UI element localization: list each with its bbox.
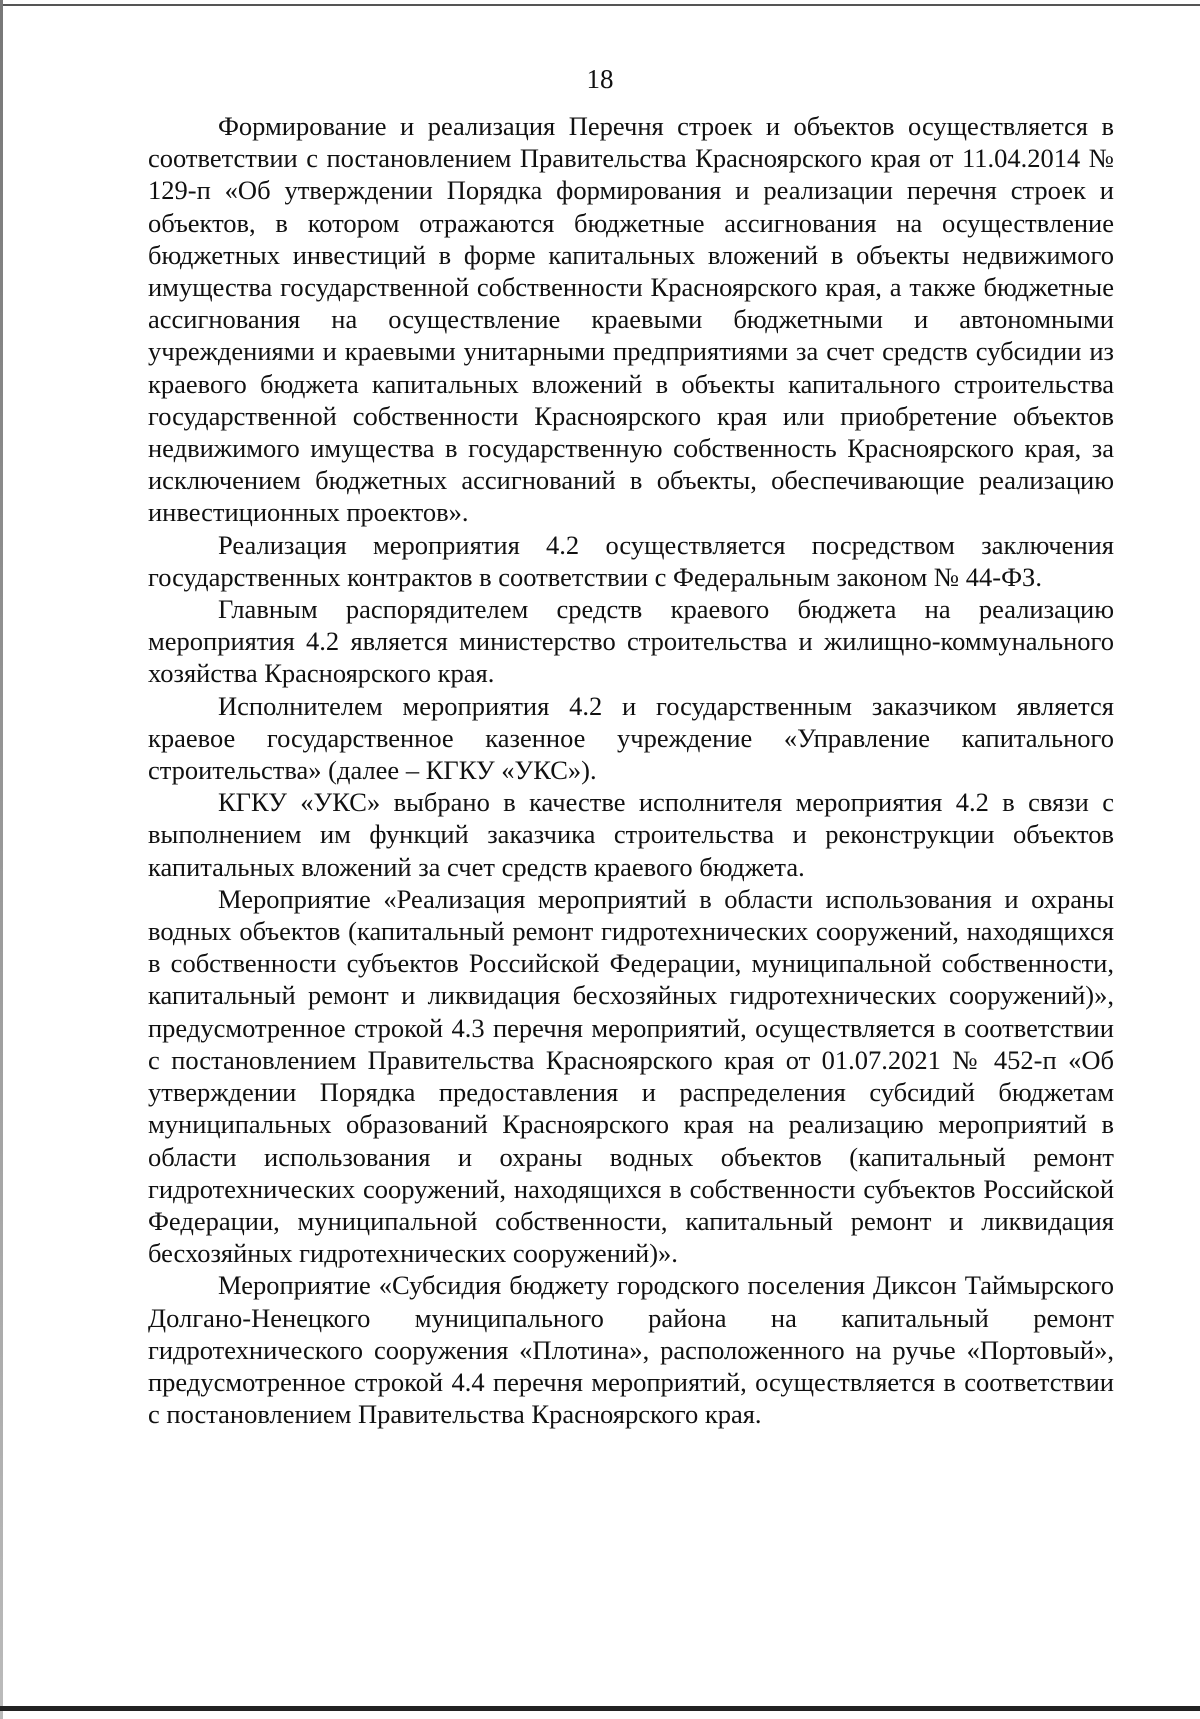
scan-edge-top — [0, 4, 1200, 6]
paragraph-list-formation: Формирование и реализация Перечня строек и объектов осуществляется в соответствии с постановлением Правительства Красноярского края от 11.04.2014 № 129-п «Об утверждении Порядка формирования и реализации перечня строек и объектов, в котором отражаются бюджетные ассигнования на осуществление бюджетных инвестиций в форме капитальных вложений в объекты недвижимого имущества государственной собственности Красноярского края, а также бюджетные ассигнования на осуществление краевыми бюджетными и автономными учреждениями и краевыми унитарными предприятиями за счет средств субсидии из краевого бюджета капитальных вложений в объекты капитального строительства государственной собственности Красноярского края или приобретение объектов недвижимого имущества в государственную собственность Красноярского края, за исключением бюджетных ассигнований в объекты, обеспечивающие реализацию инвестиционных проектов». — [148, 111, 1114, 528]
paragraph-event-4-2-contracts: Реализация мероприятия 4.2 осуществляется посредством заключения государственных контрактов в соответствии с Федеральным законом № 44-ФЗ. — [148, 529, 1114, 592]
scan-edge-left — [0, 0, 3, 1719]
paragraph-event-4-2-selection: КГКУ «УКС» выбрано в качестве исполнителя мероприятия 4.2 в связи с выполнением им функций заказчика строительства и реконструкции объектов капитальных вложений за счет средств краевого бюджета. — [148, 787, 1114, 882]
document-body — [148, 110, 1114, 1430]
paragraph-event-4-3: Мероприятие «Реализация мероприятий в области использования и охраны водных объектов (капитальный ремонт гидротехнических сооружений, находящихся в собственности субъектов Российской Федерации, муниципальной собственности, капитальный ремонт и ликвидация бесхозяйных гидротехнических сооружений)», предусмотренное строкой 4.3 перечня мероприятий, осуществляется в соответствии с постановлением Правительства Красноярского края от 01.07.2021 № 452-п «Об утверждении Порядка предоставления и распределения субсидий бюджетам муниципальных образований Красноярского края на реализацию мероприятий в области использования и охраны водных объектов (капитальный ремонт гидротехнических сооружений, находящихся в собственности субъектов Российской Федерации, муниципальной собственности, капитальный ремонт и ликвидация бесхозяйных гидротехнических сооружений)». — [148, 883, 1114, 1269]
paragraph-event-4-2-executor: Исполнителем мероприятия 4.2 и государственным заказчиком является краевое государственное казенное учреждение «Управление капитального строительства» (далее – КГКУ «УКС»). — [148, 690, 1114, 786]
paragraph-event-4-2-manager: Главным распорядителем средств краевого бюджета на реализацию мероприятия 4.2 является министерство строительства и жилищно-коммунального хозяйства Красноярского края. — [148, 594, 1114, 689]
scan-edge-bottom — [0, 1706, 1200, 1711]
page-number: 18 — [586, 64, 614, 94]
paragraph-event-4-4: Мероприятие «Субсидия бюджету городского поселения Диксон Таймырского Долгано-Ненецкого муниципального района на капитальный ремонт гидротехнического сооружения «Плотина», расположенного на ручье «Портовый», предусмотренное строкой 4.4 перечня мероприятий, осуществляется в соответствии с постановлением Правительства Красноярского края. — [148, 1270, 1114, 1430]
